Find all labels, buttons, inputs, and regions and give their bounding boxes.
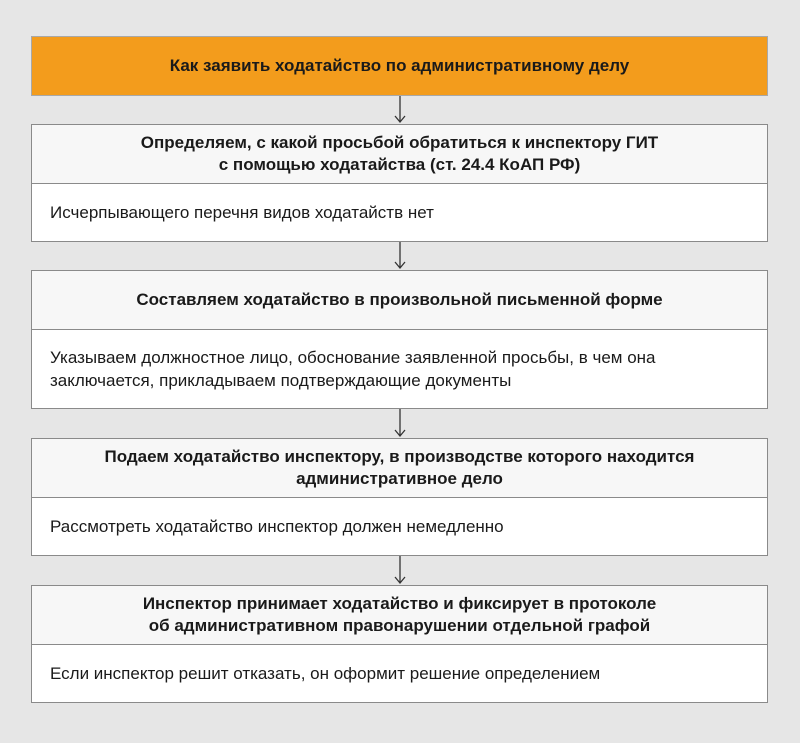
flowchart-title-text: Как заявить ходатайство по административному делу (169, 56, 630, 75)
step-1-body (32, 184, 767, 241)
flowchart-title (31, 36, 768, 96)
step-1-heading-line2: с помощью ходатайства (ст. 24.4 КоАП РФ) (218, 155, 581, 174)
step-3-body (32, 498, 767, 555)
arrow-down-icon (392, 409, 408, 438)
step-4-heading-line2: об административном правонарушении отдельной графой (148, 616, 651, 635)
step-3-heading (32, 439, 767, 498)
step-4-body (32, 645, 767, 702)
arrow-down-icon (392, 242, 408, 270)
step-4-heading (32, 586, 767, 645)
step-1-box (31, 124, 768, 242)
step-1-heading (32, 125, 767, 184)
step-4-heading-line1: Инспектор принимает ходатайство и фиксирует в протоколе (142, 594, 657, 613)
step-2-box (31, 270, 768, 409)
step-3-heading-line1: Подаем ходатайство инспектору, в производстве которого находится (104, 447, 695, 466)
step-2-body-line2: заключается, прикладываем подтверждающие документы (50, 371, 512, 390)
step-3-box (31, 438, 768, 556)
step-2-heading-line1: Составляем ходатайство в произвольной письменной форме (136, 290, 663, 309)
step-3-body-line1: Рассмотреть ходатайство инспектор должен немедленно (50, 517, 504, 536)
step-2-body-line1: Указываем должностное лицо, обоснование заявленной просьбы, в чем она (50, 348, 656, 367)
arrow-down-icon (392, 556, 408, 585)
step-4-box (31, 585, 768, 703)
step-1-heading-line1: Определяем, с какой просьбой обратиться к инспектору ГИТ (140, 133, 659, 152)
arrow-down-icon (392, 96, 408, 124)
step-3-heading-line2: административное дело (296, 469, 503, 488)
step-2-heading (32, 271, 767, 330)
step-4-body-line1: Если инспектор решит отказать, он оформит решение определением (50, 664, 601, 683)
step-2-body (32, 330, 767, 408)
step-1-body-line1: Исчерпывающего перечня видов ходатайств нет (50, 203, 434, 222)
